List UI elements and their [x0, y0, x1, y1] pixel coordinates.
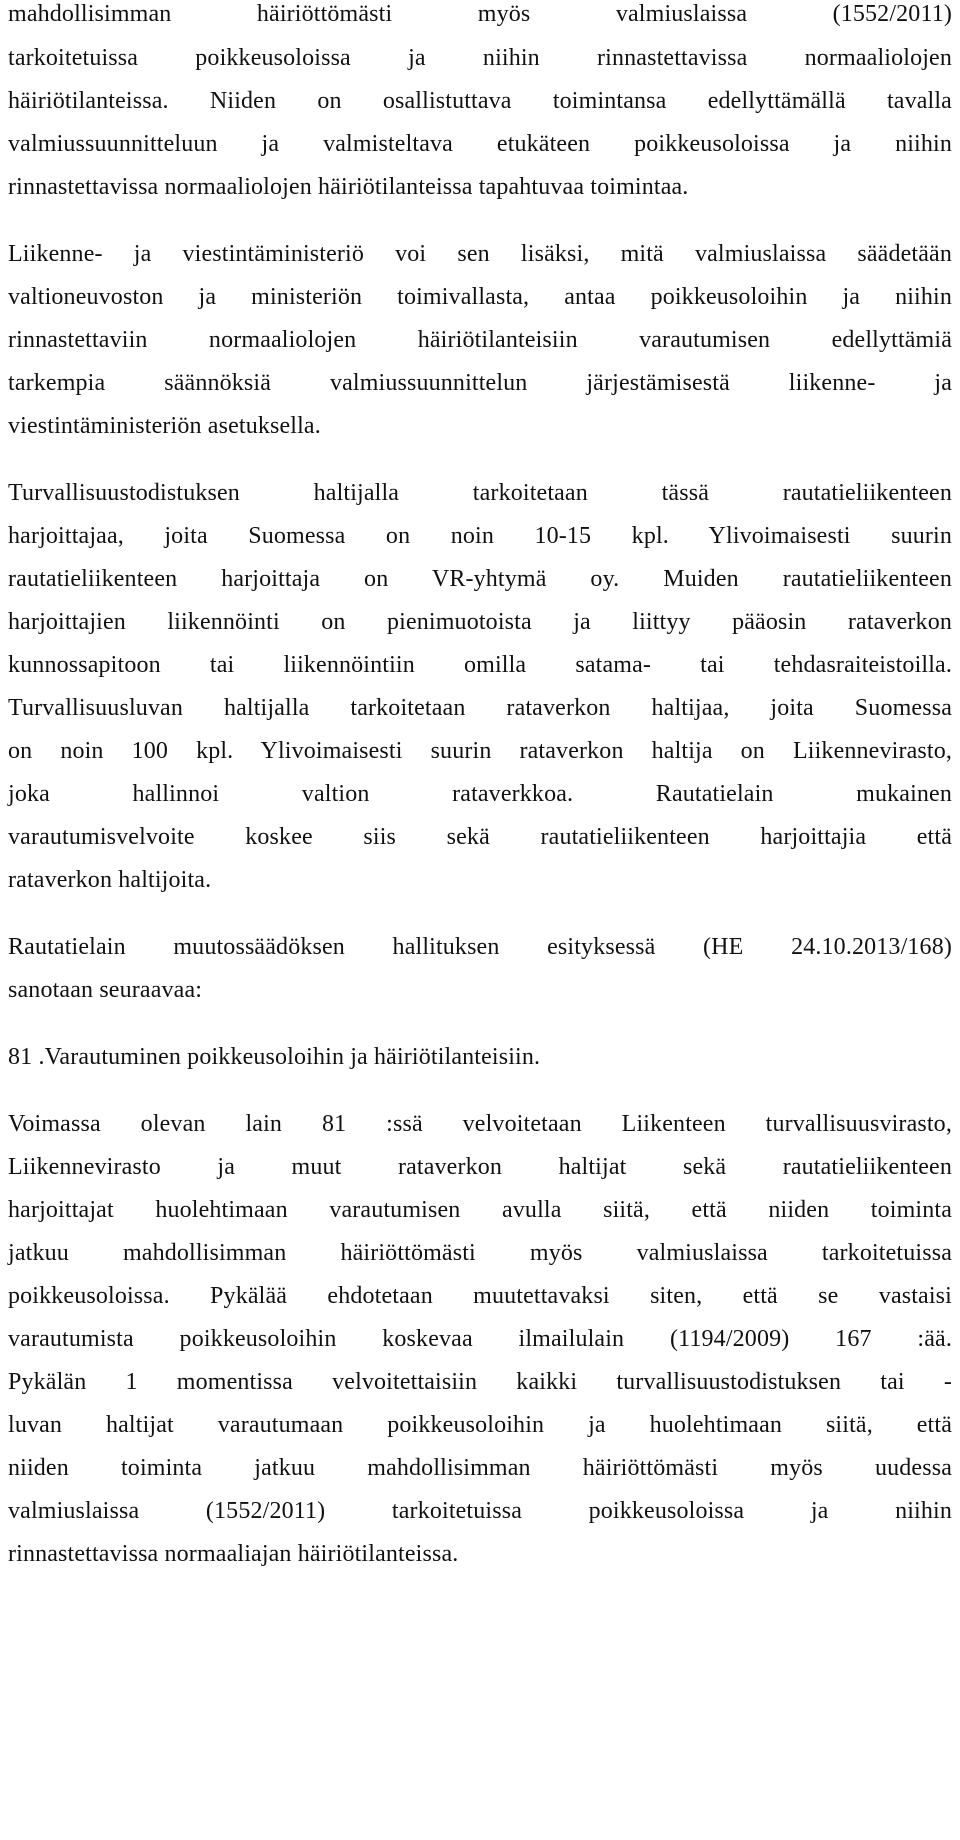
text-line: luvan haltijat varautumaan poikkeusoloihin ja huolehtimaan siitä, että	[8, 1412, 952, 1438]
text-line: kunnossapitoon tai liikennöintiin omilla satama- tai tehdasraiteistoilla.	[8, 652, 952, 678]
text-line: Pykälän 1 momentissa velvoitettaisiin kaikki turvallisuustodistuksen tai -	[8, 1369, 952, 1395]
text-line: jatkuu mahdollisimman häiriöttömästi myös valmiuslaissa tarkoitetuissa	[8, 1240, 952, 1266]
text-line: harjoittajien liikennöinti on pienimuotoista ja liittyy pääosin rataverkon	[8, 609, 952, 635]
text-line: viestintäministeriön asetuksella.	[8, 413, 321, 439]
text-line: harjoittajaa, joita Suomessa on noin 10-15 kpl. Ylivoimaisesti suurin	[8, 523, 952, 549]
text-line: on noin 100 kpl. Ylivoimaisesti suurin rataverkon haltija on Liikennevirasto,	[8, 738, 952, 764]
text-line: Liikenne- ja viestintäministeriö voi sen lisäksi, mitä valmiuslaissa säädetään	[8, 241, 952, 267]
text-line: valmiuslaissa (1552/2011) tarkoitetuissa poikkeusoloissa ja niihin	[8, 1498, 952, 1524]
section-heading: 81 .Varautuminen poikkeusoloihin ja häiriötilanteisiin.	[8, 1044, 541, 1070]
text-line: Liikennevirasto ja muut rataverkon haltijat sekä rautatieliikenteen	[8, 1154, 952, 1180]
text-line: poikkeusoloissa. Pykälää ehdotetaan muutettavaksi siten, että se vastaisi	[8, 1283, 952, 1309]
text-line: rautatieliikenteen harjoittaja on VR-yhtymä oy. Muiden rautatieliikenteen	[8, 566, 952, 592]
text-line: rataverkon haltijoita.	[8, 867, 212, 893]
text-line: Turvallisuustodistuksen haltijalla tarkoitetaan tässä rautatieliikenteen	[8, 480, 952, 506]
text-line: mahdollisimman häiriöttömästi myös valmiuslaissa (1552/2011)	[8, 1, 952, 27]
text-line: tarkoitetuissa poikkeusoloissa ja niihin rinnastettavissa normaaliolojen	[8, 45, 952, 71]
text-line: sanotaan seuraavaa:	[8, 977, 203, 1003]
text-line: varautumisvelvoite koskee siis sekä rautatieliikenteen harjoittajia että	[8, 824, 952, 850]
text-line: joka hallinnoi valtion rataverkkoa. Rautatielain mukainen	[8, 781, 952, 807]
document-page	[8, 0, 952, 1840]
text-line: Voimassa olevan lain 81 :ssä velvoitetaan Liikenteen turvallisuusvirasto,	[8, 1111, 952, 1137]
text-line: häiriötilanteissa. Niiden on osallistuttava toimintansa edellyttämällä tavalla	[8, 88, 952, 114]
text-line: valtioneuvoston ja ministeriön toimivallasta, antaa poikkeusoloihin ja niihin	[8, 284, 952, 310]
text-line: rinnastettavissa normaaliolojen häiriötilanteissa tapahtuvaa toimintaa.	[8, 174, 689, 200]
text-line: rinnastettavissa normaaliajan häiriötilanteissa.	[8, 1541, 459, 1567]
text-line: harjoittajat huolehtimaan varautumisen avulla siitä, että niiden toiminta	[8, 1197, 952, 1223]
text-line: varautumista poikkeusoloihin koskevaa ilmailulain (1194/2009) 167 :ää.	[8, 1326, 952, 1352]
text-line: Rautatielain muutossäädöksen hallituksen esityksessä (HE 24.10.2013/168)	[8, 934, 952, 960]
text-line: niiden toiminta jatkuu mahdollisimman häiriöttömästi myös uudessa	[8, 1455, 952, 1481]
text-line: Turvallisuusluvan haltijalla tarkoitetaan rataverkon haltijaa, joita Suomessa	[8, 695, 952, 721]
text-line: rinnastettaviin normaaliolojen häiriötilanteisiin varautumisen edellyttämiä	[8, 327, 952, 353]
text-line: tarkempia säännöksiä valmiussuunnittelun järjestämisestä liikenne- ja	[8, 370, 952, 396]
text-line: valmiussuunnitteluun ja valmisteltava etukäteen poikkeusoloissa ja niihin	[8, 131, 952, 157]
